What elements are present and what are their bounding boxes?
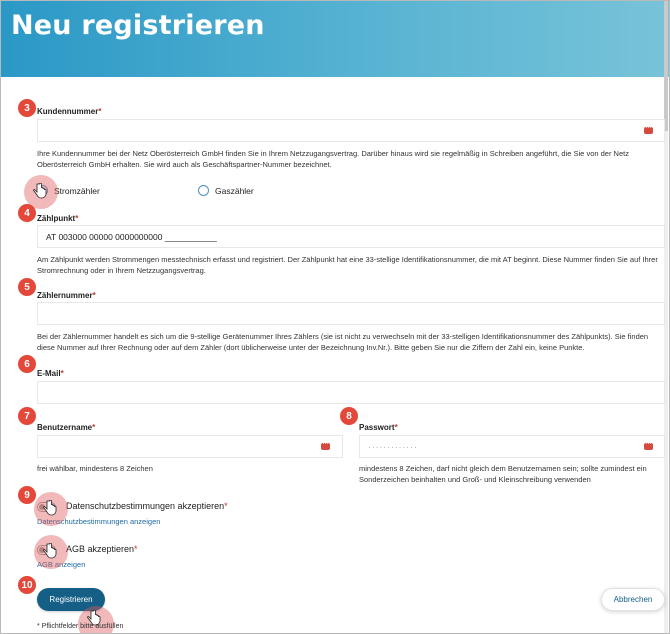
radio-label-gaszaehler: Gaszähler <box>215 185 254 196</box>
step-badge-3: 3 <box>18 99 36 117</box>
radio-gaszaehler[interactable] <box>198 185 254 196</box>
step-badge-6: 6 <box>18 355 36 373</box>
zaehlernummer-input[interactable] <box>37 302 665 325</box>
step-badge-10: 10 <box>18 576 36 594</box>
radio-button-gaszaehler[interactable] <box>198 185 209 196</box>
zaehlpunkt-input[interactable]: AT 003000 00000 0000000000 ___________ <box>37 225 665 248</box>
hand-cursor-icon <box>33 183 47 199</box>
benutzername-label: Benutzername* <box>37 423 96 432</box>
required-footnote: * Pflichtfelder bitte ausfüllen <box>37 623 124 630</box>
privacy-toggle-label: Datenschutzbestimmungen akzeptieren* <box>66 501 228 511</box>
benutzername-input[interactable] <box>37 435 343 458</box>
click-indicator-agb <box>34 535 68 569</box>
zaehlernummer-help: Bei der Zählernummer handelt es sich um die 9-stellige Gerätenummer Ihres Zählers (sie ist nicht zu verwechseln mit der 33-stelligen Identifikationsnummer des Zählpunkts). Sie finden diese Nummer auf Ihrer Rechnung oder auf dem Zähler (dort üblicherweise unter der Bezeichnung Inv.Nr.). Bitte geben Sie nur die Ziffern der Zahl ein, keine Punkte. <box>37 332 649 352</box>
zaehlpunkt-label: Zählpunkt* <box>37 214 79 223</box>
benutzername-help: frei wählbar, mindestens 8 Zeichen <box>37 464 153 473</box>
kundennummer-label: Kundennummer* <box>37 107 102 116</box>
kundennummer-input[interactable] <box>37 119 665 142</box>
page-title: Neu registrieren <box>11 10 265 41</box>
kundennummer-help: Ihre Kundennummer bei der Netz Oberösterreich GmbH finden Sie in Ihrem Netzzugangsvertrag. Darüber hinaus wird sie regelmäßig in Schreiben angeführt, die Sie von der Netz Oberösterreich GmbH erhalten. Sie wird auch als Geschäftspartner-Nummer bezeichnet. <box>37 149 629 169</box>
step-badge-9: 9 <box>18 486 36 504</box>
step-badge-5: 5 <box>18 278 36 296</box>
agb-link[interactable]: AGB anzeigen <box>37 560 86 569</box>
password-manager-icon-password[interactable] <box>644 443 653 450</box>
passwort-help: mindestens 8 Zeichen, darf nicht gleich dem Benutzernamen sein; sollte zumindest ein Sonderzeichen beinhalten und Groß- und Kleinschreibung verwenden <box>359 464 647 484</box>
step-badge-4: 4 <box>18 204 36 222</box>
click-indicator-privacy <box>34 492 68 526</box>
step-badge-8: 8 <box>340 407 358 425</box>
scrollbar-thumb[interactable] <box>664 1 668 131</box>
zaehlernummer-label: Zählernummer* <box>37 291 96 300</box>
passwort-input[interactable]: ············· <box>359 435 665 458</box>
email-label: E-Mail* <box>37 369 64 378</box>
agb-toggle-label: AGB akzeptieren* <box>66 544 138 554</box>
register-button[interactable]: Registrieren <box>37 588 105 611</box>
hand-cursor-icon <box>43 543 57 559</box>
header-banner <box>1 1 669 77</box>
password-manager-icon-username[interactable] <box>321 443 330 450</box>
cancel-button[interactable]: Abbrechen <box>601 588 665 611</box>
privacy-link[interactable]: Datenschutzbestimmungen anzeigen <box>37 517 161 526</box>
password-manager-icon[interactable] <box>644 127 653 134</box>
hand-cursor-icon <box>43 500 57 516</box>
passwort-label: Passwort* <box>359 423 398 432</box>
zaehlpunkt-help: Am Zählpunkt werden Strommengen messtechnisch erfasst und registriert. Der Zählpunkt hat eine 33-stellige Identifikationsnummer, die mit AT beginnt. Diese Nummer finden Sie auf Ihrer Stromrechnung oder in Ihrem Netzzugangsvertrag. <box>37 255 658 275</box>
radio-label-stromzaehler: Stromzähler <box>54 185 100 196</box>
step-badge-7: 7 <box>18 407 36 425</box>
email-input[interactable] <box>37 381 665 404</box>
